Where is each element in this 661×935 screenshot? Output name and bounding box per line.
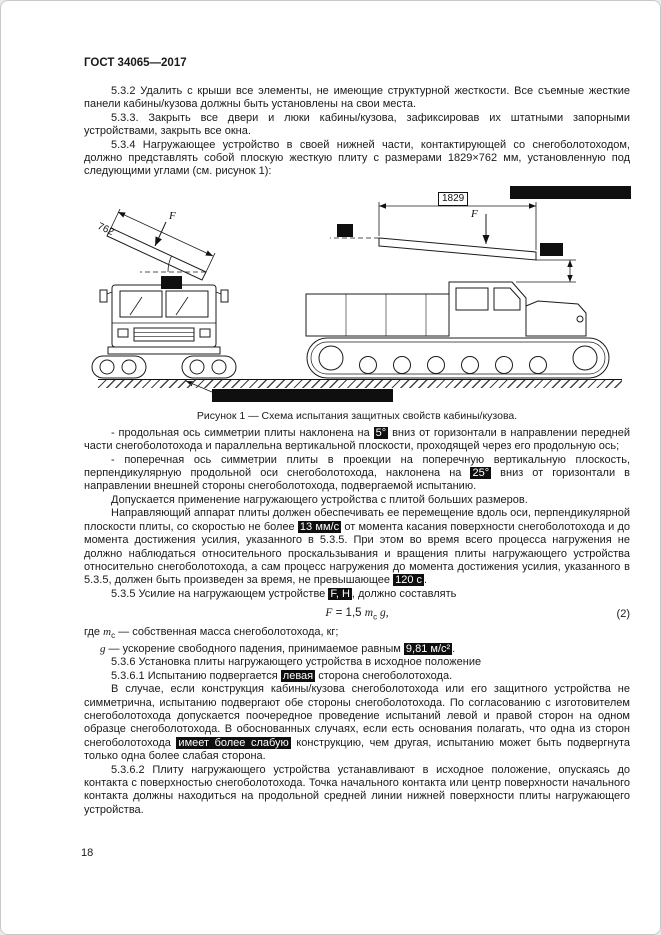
ground-surface-label: Твердая горизонтальная поверхность [212,389,393,402]
paragraph-5-3-5 [84,588,630,601]
guide-text-mid: от момента касания поверхности снегоболотохода и до момента достижения усилия, указанного в 5.3.5. При этом во время всего процесса нагружения не должно наблюдаться относительного проскальзывания и вращения плиты нагружающего устройства относительно снегоболотохода, а сам процесс нагружения до момента достижения усилия, указанного в 5.3.5, должен быть произведен за время, не превышающее [84,520,630,587]
bullet-2-text-pre: - поперечная ось симметрии плиты в проекции на поперечную вертикальную плоскость, перпендикулярную продольной оси снегоболотохода, наклонена на [84,453,630,480]
track-side-inner [311,342,605,374]
gost-header: ГОСТ 34065—2017 [84,57,187,69]
p5361-text-post: сторона снегоболотохода. [315,669,453,682]
highlight-force-symbol: F, Н [330,587,350,600]
highlight-weaker-side: имеет более слабую [178,736,289,749]
grille [134,328,194,341]
where-m-post: — собственная масса снегоболотохода, кг; [115,626,339,639]
paragraph-5-3-6: 5.3.6 Установка плиты нагружающего устройства в исходное положение [111,656,482,669]
sym-text-post: конструкцию, чем другая, испытанию может быть подвергнута только одна более слабая сторона. [84,736,631,763]
highlight-left-side: левая [282,669,314,682]
headlight-side [577,316,583,322]
angle-5-label: 5° [337,224,353,237]
guide-text-pre: Направляющий аппарат плиты должен обеспечивать ее перемещение вдоль оси, перпендикулярной плоскости плиты, со скоростью не более [84,507,630,533]
formula-equals: = 1,5 [332,607,365,620]
cab-front [112,285,216,347]
bullet-2-text-post: вниз от горизонтали в направлении внешней стороны снегоболотохода, подвергаемой испытанию. [84,467,630,493]
headlight-right [200,329,210,337]
dimension-264-label: 264 [540,243,563,256]
headlight-left [118,329,128,337]
angle-arc-25 [168,256,172,272]
where-g-symbol: g [100,643,106,656]
paragraph-where-g [84,643,630,656]
highlight-time: 120 с [395,574,423,587]
guide-text-post: . [424,574,428,587]
where-m-symbol: m [103,626,112,639]
where-m-subscript: с [111,631,116,641]
paragraph-guide-apparatus [84,507,630,587]
idler-wheel [319,346,343,370]
force-label-front: F [169,209,176,222]
page-number: 18 [81,847,94,859]
paragraph-5-3-4: 5.3.4 Нагружающее устройство в своей нижней части, контактирующей со снегоболотоходом, должно представлять собой плоскую жесткую плиту с размерами 1829×762 мм, установленную под следующими углами (см. рисунок 1): [84,138,630,178]
track-side-outer [307,338,609,378]
p535-text-post: , должно составлять [351,587,457,600]
paragraph-larger-plate-allowed: Допускается применение нагружающего устройства с плитой больших размеров. [111,493,528,506]
cab-window [456,288,488,310]
formula-var-m: m [364,607,374,620]
highlight-angle-25: 25° [472,467,490,480]
paragraph-where-m [84,626,630,643]
figure-1 [84,186,630,422]
highlight-angle-5: 5° [375,426,387,439]
formula-var-g: g, [377,607,389,620]
highlight-speed: 13 мм/с [299,520,340,533]
p5361-text-pre: 5.3.6.1 Испытанию подвергается [111,669,281,682]
units-label: Размеры в миллиметрах [510,186,631,199]
force-arrow-front [155,222,166,246]
paragraph-asymmetric-case [84,683,630,763]
highlight-gravity-value: 9,81 м/с² [405,643,451,656]
force-label-side: F [471,207,478,220]
dimension-1829-label: 1829 [438,192,468,206]
where-m-pre: где [84,626,104,639]
diagram-canvas [84,186,631,406]
drive-wheel [573,346,597,370]
mirror-left [100,290,107,302]
figure-caption: Рисунок 1 — Схема испытания защитных свойств кабины/кузова. [196,409,518,422]
formula-number: (2) [616,608,630,621]
rear-deck [306,294,449,336]
p535-text-pre: 5.3.5 Усилие на нагружающем устройстве [111,587,329,600]
technical-diagram [84,186,631,406]
mirror-right [221,290,228,302]
sym-text-pre: В случае, если конструкция кабины/кузова снегоболотохода или его защитного устройства не симметрична, испытанию подвергают обе стороны снегоболотохода. По согласованию с изготовителем снегоболотохода допускается поочередное проведение испытаний левой и правой сторон на одном образце снегоболотохода. В обоснованных случаях, если есть основания полагать, что одна из сторон снегоболотохода [84,683,630,749]
load-plate-side-view [379,238,536,260]
bullet-1-text-post: вниз от горизонтали в направлении передней части снегоболотохода и параллельна вертикальной плоскости, проходящей через его продольную ось; [84,426,631,453]
paragraph-5-3-6-1 [84,670,630,683]
dimension-line-762 [118,209,213,256]
list-item-plate-transverse-axis [84,454,630,494]
where-g-mid: — ускорение свободного падения, принимаемое равным [105,643,404,656]
where-g-post: . [452,643,456,656]
bumper [108,347,220,354]
paragraph-5-3-3: 5.3.3. Закрыть все двери и люки кабины/кузова, зафиксировав их штатными запорными устройствами, закрыть все окна. [84,111,630,138]
paragraph-5-3-6-2: 5.3.6.2 Плиту нагружающего устройства устанавливают в исходное положение, опускаясь до контакта с поверхностью снегоболотохода. Точка начального контакта или центр поверхности начального контакта должны находиться на продольной средней линии нижней поверхности плиты нагружающего устройства. [84,763,630,816]
paragraph-5-3-2: 5.3.2 Удалить с крыши все элементы, не имеющие структурной жесткости. Все съемные жесткие панели кабины/кузова должны быть установлены на свои места. [84,85,630,111]
formula-2 [84,607,630,621]
angle-25-label: 25° [161,276,182,289]
ground-surface-line [98,379,622,388]
formula-subscript: с [373,612,378,622]
front-view-drawing [92,209,236,378]
bullet-1-text-pre: - продольная ось симметрии плиты наклонена на [111,426,374,439]
formula-var-f: F [325,607,333,620]
dimension-762-label: 762 [95,220,116,238]
windshield-side [494,288,520,310]
list-item-plate-longitudinal-axis [84,427,630,454]
